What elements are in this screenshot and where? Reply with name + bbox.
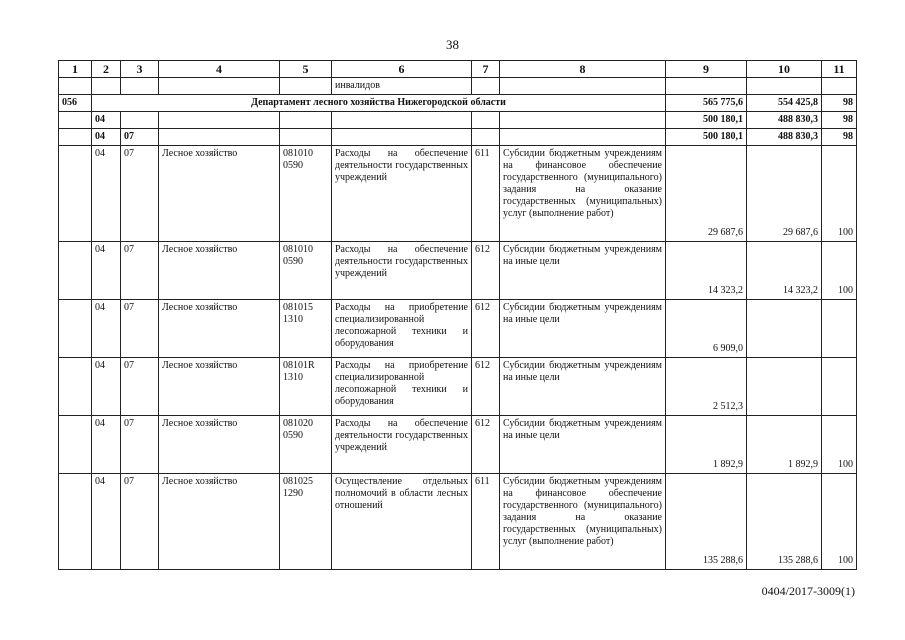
target-code-part1: 081010 bbox=[283, 244, 313, 255]
section-code: 04 bbox=[92, 242, 121, 300]
value-percent bbox=[822, 358, 857, 416]
subsection-code: 07 bbox=[121, 242, 159, 300]
target-code-part1: 08101R bbox=[283, 360, 315, 371]
section-code: 04 bbox=[92, 146, 121, 242]
cell-expense-type: 612 bbox=[472, 416, 500, 474]
cell-purpose: Осуществление отдельных полномочий в области лесных отношений bbox=[332, 474, 472, 570]
cell-expense-name: Субсидии бюджетным учреждениям на иные цели bbox=[500, 416, 666, 474]
cell-expense-type: 612 bbox=[472, 300, 500, 358]
header-cell: 5 bbox=[280, 61, 332, 78]
value-percent: 100 bbox=[822, 242, 857, 300]
subsection-code: 07 bbox=[121, 129, 159, 146]
cell-purpose: Расходы на приобретение специализированной лесопожарной техники и оборудования bbox=[332, 358, 472, 416]
header-cell: 2 bbox=[92, 61, 121, 78]
target-code-part1: 081025 bbox=[283, 476, 313, 487]
target-code-part2: 0590 bbox=[283, 160, 303, 171]
value-actual bbox=[747, 300, 822, 358]
section-code: 04 bbox=[92, 358, 121, 416]
value-percent: 98 bbox=[822, 129, 857, 146]
document-code: 0404/2017-3009(1) bbox=[761, 584, 855, 598]
header-row bbox=[59, 61, 857, 78]
header-cell: 9 bbox=[666, 61, 747, 78]
target-code-part2: 0590 bbox=[283, 430, 303, 441]
value-actual: 554 425,8 bbox=[747, 95, 822, 112]
value-actual: 488 830,3 bbox=[747, 112, 822, 129]
subsection-code: 07 bbox=[121, 416, 159, 474]
value-percent: 100 bbox=[822, 416, 857, 474]
cell-expense-name: Субсидии бюджетным учреждениям на финансовое обеспечение государственного (муниципального) задания на оказание государственных (муниципальных) услуг (выполнение работ) bbox=[500, 146, 666, 242]
table-row bbox=[59, 300, 857, 358]
target-code-part2: 0590 bbox=[283, 256, 303, 267]
value-actual: 14 323,2 bbox=[747, 242, 822, 300]
subsection-row bbox=[59, 129, 857, 146]
value-plan: 500 180,1 bbox=[666, 129, 747, 146]
budget-table bbox=[58, 60, 857, 570]
subsection-code: 07 bbox=[121, 358, 159, 416]
value-plan: 135 288,6 bbox=[666, 474, 747, 570]
cell-target-code bbox=[280, 474, 332, 570]
section-code: 04 bbox=[92, 416, 121, 474]
value-actual: 488 830,3 bbox=[747, 129, 822, 146]
subsection-code: 07 bbox=[121, 300, 159, 358]
cell-expense-type: 611 bbox=[472, 146, 500, 242]
section-row bbox=[59, 112, 857, 129]
section-code: 04 bbox=[92, 300, 121, 358]
cell-target-code bbox=[280, 242, 332, 300]
section-code: 04 bbox=[92, 129, 121, 146]
value-plan: 29 687,6 bbox=[666, 146, 747, 242]
cell-section-name: Лесное хозяйство bbox=[159, 300, 280, 358]
cell-expense-name: Субсидии бюджетным учреждениям на иные цели bbox=[500, 358, 666, 416]
value-plan: 565 775,6 bbox=[666, 95, 747, 112]
header-cell: 11 bbox=[822, 61, 857, 78]
cell-section-name: Лесное хозяйство bbox=[159, 474, 280, 570]
value-percent: 100 bbox=[822, 474, 857, 570]
value-actual: 29 687,6 bbox=[747, 146, 822, 242]
table-row bbox=[59, 358, 857, 416]
page-number: 38 bbox=[446, 37, 459, 52]
target-code-part1: 081020 bbox=[283, 418, 313, 429]
table-row bbox=[59, 474, 857, 570]
cell-section-name: Лесное хозяйство bbox=[159, 358, 280, 416]
cell-purpose: Расходы на обеспечение деятельности государственных учреждений bbox=[332, 146, 472, 242]
cell-section-name: Лесное хозяйство bbox=[159, 146, 280, 242]
cell-target-code bbox=[280, 300, 332, 358]
cell-target-code bbox=[280, 358, 332, 416]
header-cell: 1 bbox=[59, 61, 92, 78]
value-plan: 14 323,2 bbox=[666, 242, 747, 300]
target-code-part2: 1290 bbox=[283, 488, 303, 499]
cell-expense-type: 611 bbox=[472, 474, 500, 570]
value-percent: 100 bbox=[822, 146, 857, 242]
value-plan: 500 180,1 bbox=[666, 112, 747, 129]
section-code: 04 bbox=[92, 112, 121, 129]
target-code-part2: 1310 bbox=[283, 372, 303, 383]
cell-expense-name: Субсидии бюджетным учреждениям на иные цели bbox=[500, 242, 666, 300]
department-code: 056 bbox=[59, 95, 92, 112]
continuation-row bbox=[59, 78, 857, 95]
header-cell: 10 bbox=[747, 61, 822, 78]
cell-section-name: Лесное хозяйство bbox=[159, 416, 280, 474]
department-name: Департамент лесного хозяйства Нижегородской области bbox=[92, 95, 666, 112]
department-row bbox=[59, 95, 857, 112]
table-row bbox=[59, 242, 857, 300]
header-cell: 8 bbox=[500, 61, 666, 78]
header-cell: 3 bbox=[121, 61, 159, 78]
cell-target-code bbox=[280, 416, 332, 474]
cell-expense-type: 612 bbox=[472, 242, 500, 300]
value-percent: 98 bbox=[822, 95, 857, 112]
header-cell: 4 bbox=[159, 61, 280, 78]
cell-target-code bbox=[280, 146, 332, 242]
cell-purpose: инвалидов bbox=[332, 78, 472, 95]
target-code-part1: 081015 bbox=[283, 302, 313, 313]
header-cell: 6 bbox=[332, 61, 472, 78]
cell-expense-name: Субсидии бюджетным учреждениям на финансовое обеспечение государственного (муниципального) задания на оказание государственных (муниципальных) услуг (выполнение работ) bbox=[500, 474, 666, 570]
table-row bbox=[59, 416, 857, 474]
cell-expense-name: Субсидии бюджетным учреждениям на иные цели bbox=[500, 300, 666, 358]
value-percent: 98 bbox=[822, 112, 857, 129]
header-cell: 7 bbox=[472, 61, 500, 78]
cell-section-name: Лесное хозяйство bbox=[159, 242, 280, 300]
cell-purpose: Расходы на обеспечение деятельности государственных учреждений bbox=[332, 242, 472, 300]
section-code: 04 bbox=[92, 474, 121, 570]
value-actual: 135 288,6 bbox=[747, 474, 822, 570]
subsection-code: 07 bbox=[121, 146, 159, 242]
cell-purpose: Расходы на обеспечение деятельности государственных учреждений bbox=[332, 416, 472, 474]
value-actual bbox=[747, 358, 822, 416]
cell-purpose: Расходы на приобретение специализированной лесопожарной техники и оборудования bbox=[332, 300, 472, 358]
subsection-code: 07 bbox=[121, 474, 159, 570]
value-plan: 6 909,0 bbox=[666, 300, 747, 358]
value-plan: 1 892,9 bbox=[666, 416, 747, 474]
target-code-part2: 1310 bbox=[283, 314, 303, 325]
table-row bbox=[59, 146, 857, 242]
value-actual: 1 892,9 bbox=[747, 416, 822, 474]
target-code-part1: 081010 bbox=[283, 148, 313, 159]
value-percent bbox=[822, 300, 857, 358]
cell-expense-type: 612 bbox=[472, 358, 500, 416]
value-plan: 2 512,3 bbox=[666, 358, 747, 416]
